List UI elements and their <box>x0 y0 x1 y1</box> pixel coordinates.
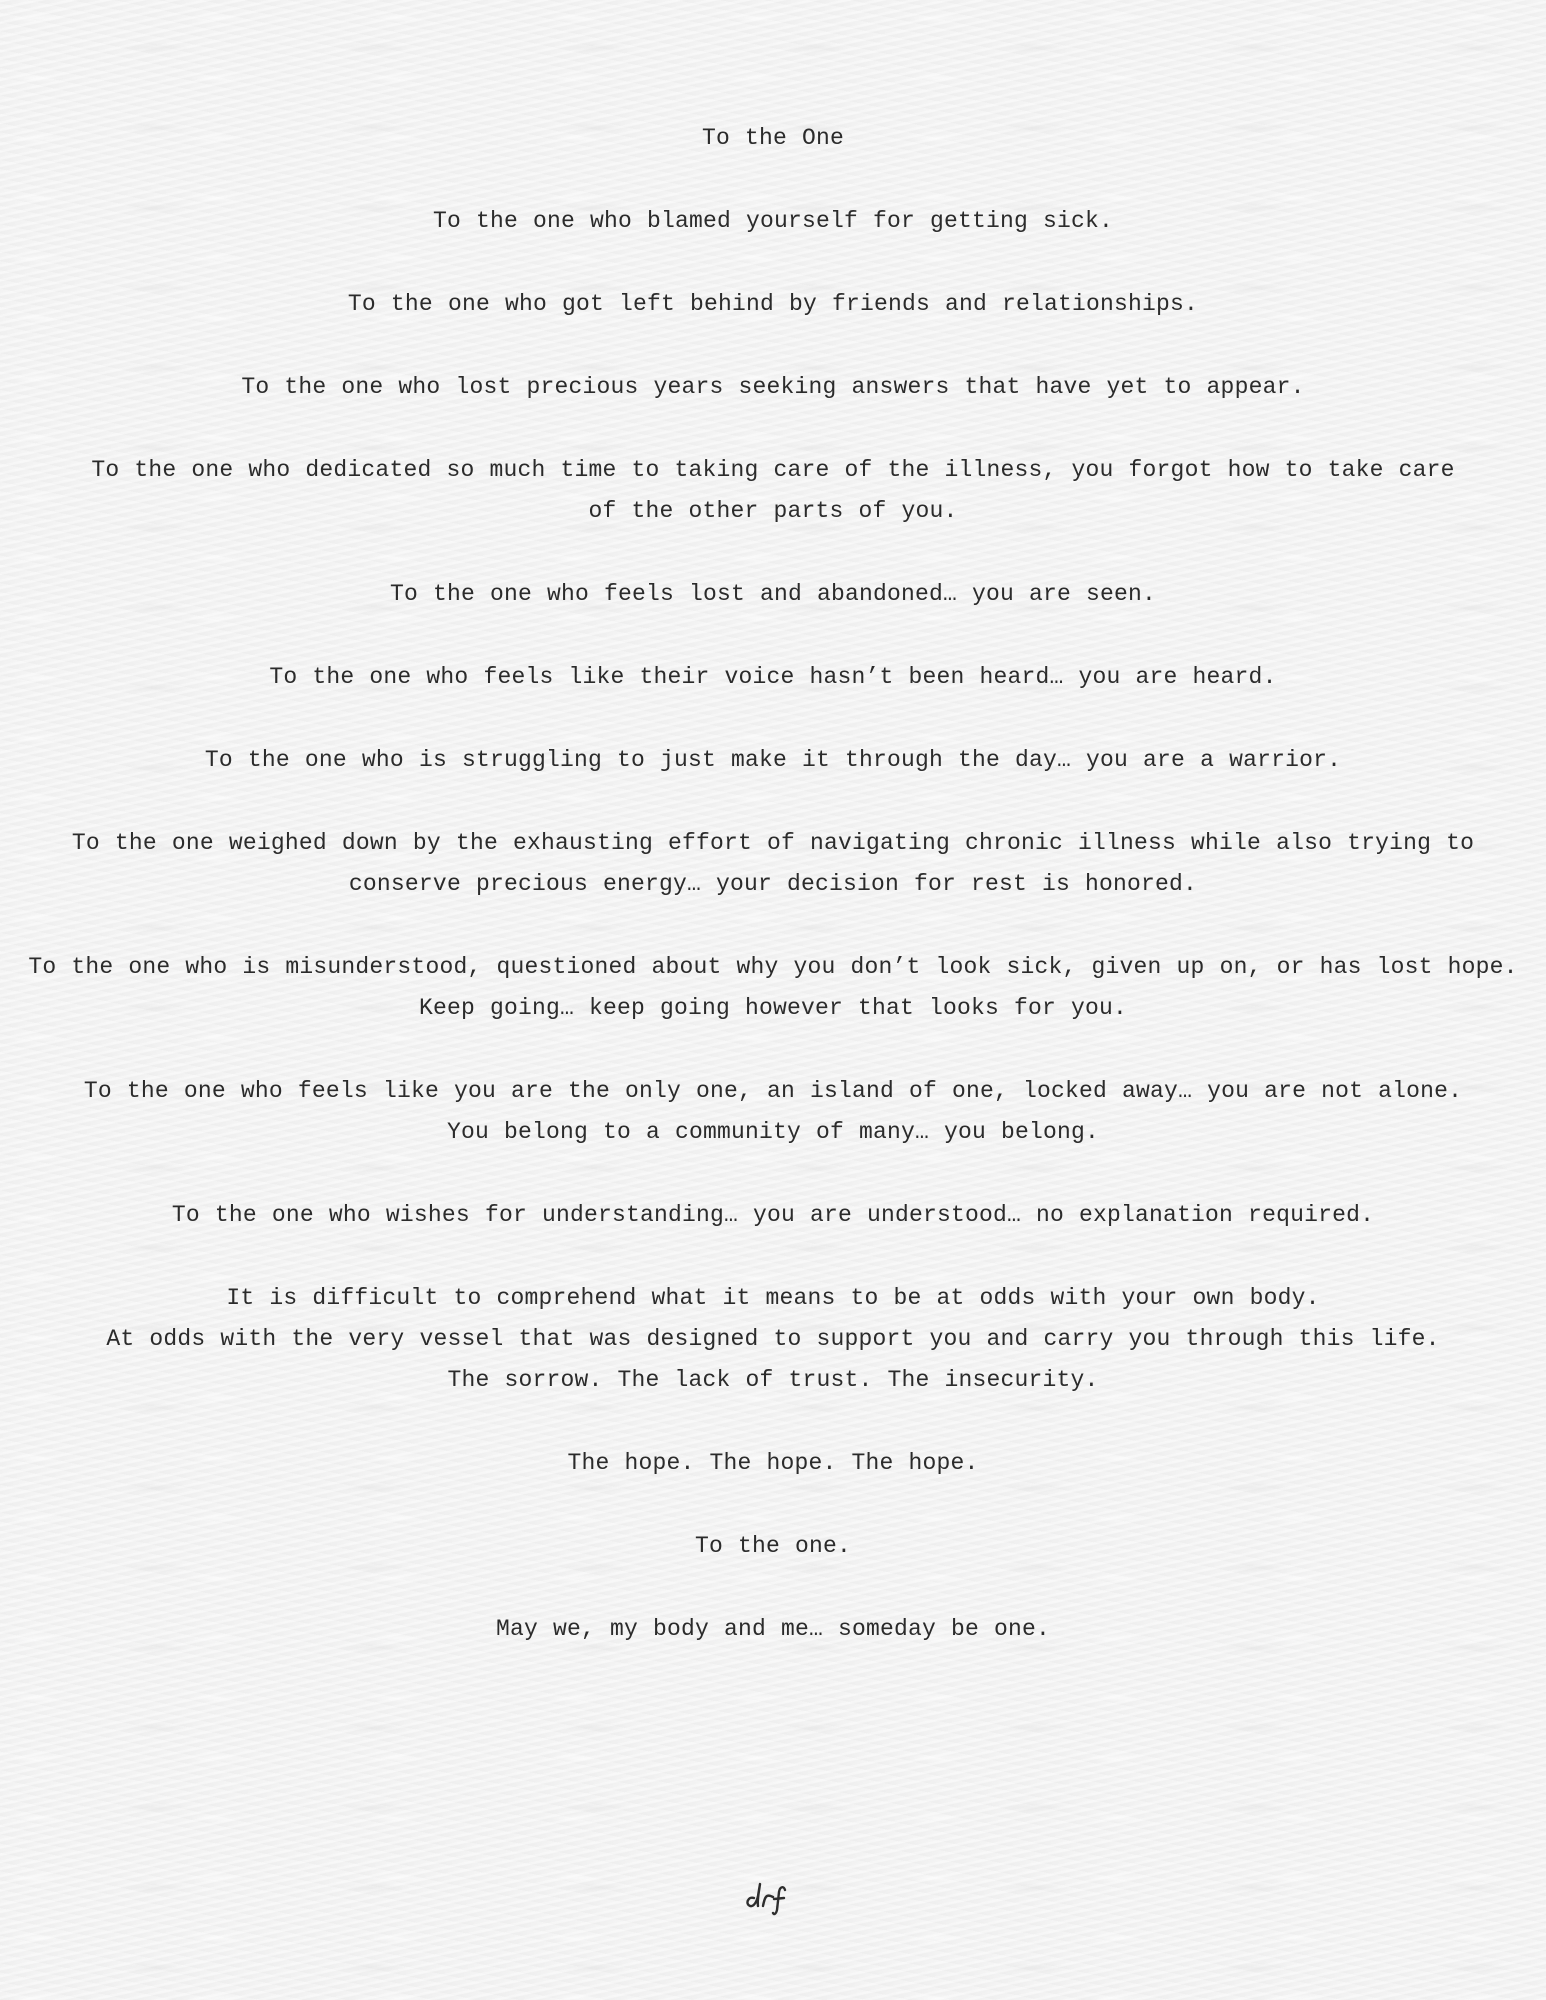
stanza-line: To the one who is struggling to just make it through the day… you are a warrior. <box>204 747 1342 773</box>
stanza-line: The sorrow. The lack of trust. The insecurity. <box>447 1367 1099 1393</box>
stanza-8 <box>0 823 1546 905</box>
stanza-line: To the one. <box>694 1533 852 1559</box>
stanza-10 <box>0 1071 1546 1153</box>
stanza-12 <box>0 1278 1546 1401</box>
stanza-line: At odds with the very vessel that was designed to support you and carry you through this life. <box>106 1326 1440 1352</box>
signature-drf-icon <box>740 1868 810 1918</box>
stanza-line: conserve precious energy… your decision for rest is honored. <box>348 871 1198 897</box>
stanza-line: May we, my body and me… someday be one. <box>495 1616 1051 1642</box>
signature <box>740 1868 810 1918</box>
stanza-1 <box>0 201 1546 242</box>
stanza-line: To the one who dedicated so much time to taking care of the illness, you forgot how to take care <box>91 457 1455 483</box>
stanza-6 <box>0 657 1546 698</box>
poem <box>0 118 1546 1692</box>
stanza-14 <box>0 1526 1546 1567</box>
stanza-2 <box>0 284 1546 325</box>
stanza-7 <box>0 740 1546 781</box>
stanza-line: To the one who got left behind by friends and relationships. <box>347 291 1199 317</box>
stanza-13 <box>0 1443 1546 1484</box>
stanza-line: of the other parts of you. <box>588 498 958 524</box>
stanza-line: To the one who lost precious years seeking answers that have yet to appear. <box>241 374 1305 400</box>
stanza-line: To the one who blamed yourself for getting sick. <box>432 208 1114 234</box>
stanza-line: Keep going… keep going however that looks for you. <box>418 995 1128 1021</box>
stanza-5 <box>0 574 1546 615</box>
stanza-15 <box>0 1609 1546 1650</box>
stanza-11 <box>0 1195 1546 1236</box>
stanza-4 <box>0 450 1546 532</box>
stanza-line: You belong to a community of many… you belong. <box>446 1119 1100 1145</box>
stanza-3 <box>0 367 1546 408</box>
stanza-line: The hope. The hope. The hope. <box>567 1450 979 1476</box>
stanza-line: To the one who feels like their voice hasn’t been heard… you are heard. <box>269 664 1277 690</box>
stanza-line: To the one weighed down by the exhausting effort of navigating chronic illness while also trying to <box>71 830 1475 856</box>
title-text: To the One <box>701 125 845 151</box>
stanza-line: To the one who feels like you are the only one, an island of one, locked away… you are not alone. <box>83 1078 1463 1104</box>
poem-title <box>0 118 1546 159</box>
stanza-line: To the one who wishes for understanding… you are understood… no explanation required. <box>171 1202 1375 1228</box>
stanza-9 <box>0 947 1546 1029</box>
stanza-line: To the one who is misunderstood, questioned about why you don’t look sick, given up on, or has lost hope. <box>28 954 1518 980</box>
stanza-line: It is difficult to comprehend what it means to be at odds with your own body. <box>226 1285 1320 1311</box>
stanza-line: To the one who feels lost and abandoned… you are seen. <box>389 581 1157 607</box>
